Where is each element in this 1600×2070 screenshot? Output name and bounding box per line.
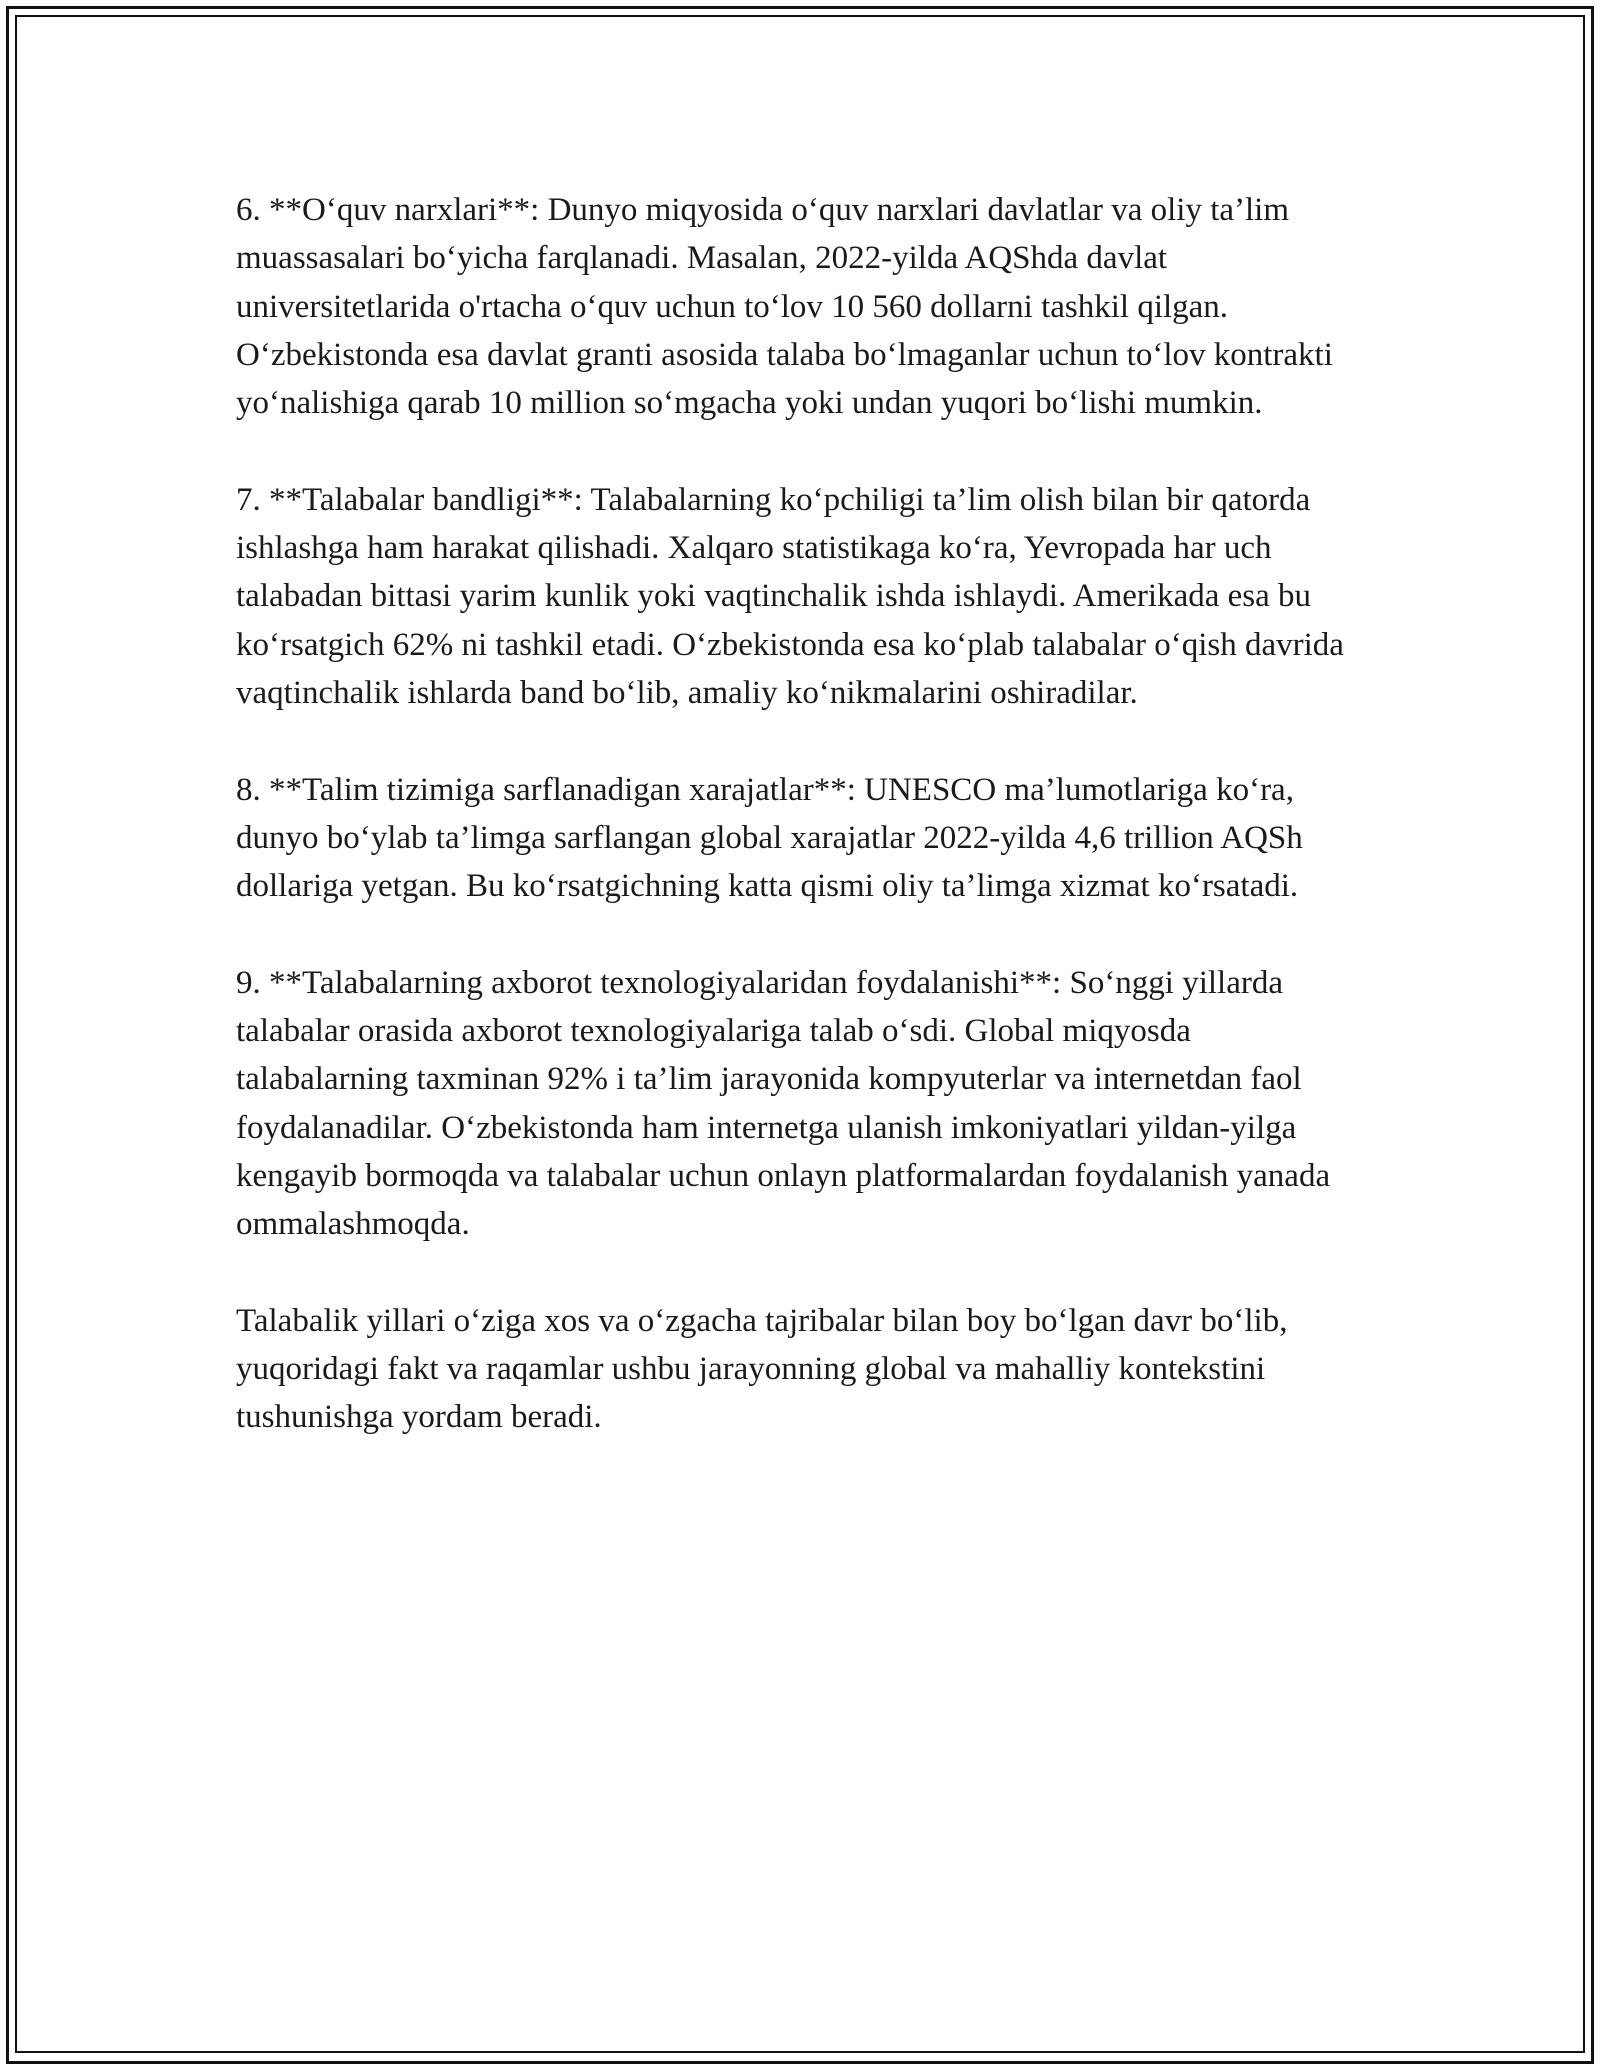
document-body bbox=[236, 186, 1366, 1490]
paragraph-education-spending: 8. **Talim tizimiga sarflanadigan xarajatlar**: UNESCO ma’lumotlariga ko‘ra, dunyo bo‘ylab ta’limga sarflangan global xarajatlar 2022-yilda 4,6 trillion AQSh dollariga yetgan. Bu ko‘rsatgichning katta qismi oliy ta’limga xizmat ko‘rsatadi. bbox=[236, 771, 1303, 905]
paragraph-conclusion: Talabalik yillari o‘ziga xos va o‘zgacha tajribalar bilan boy bo‘lgan davr bo‘lib, yuqoridagi fakt va raqamlar ushbu jarayonning global va mahalliy kontekstini tushunishga yordam beradi. bbox=[236, 1302, 1288, 1436]
paragraph-it-usage: 9. **Talabalarning axborot texnologiyalaridan foydalanishi**: So‘nggi yillarda talabalar orasida axborot texnologiyalariga talab o‘sdi. Global miqyosda talabalarning taxminan 92% i ta’lim jarayonida kompyuterlar va internetdan faol foydalanadilar. O‘zbekistonda ham internetga ulanish imkoniyatlari yildan-yilga kengayib bormoqda va talabalar uchun onlayn platformalardan foydalanish yanada ommalashmoqda. bbox=[236, 964, 1331, 1243]
paragraph-student-employment: 7. **Talabalar bandligi**: Talabalarning ko‘pchiligi ta’lim olish bilan bir qatorda ishlashga ham harakat qilishadi. Xalqaro statistikaga ko‘ra, Yevropada har uch talabadan bittasi yarim kunlik yoki vaqtinchalik ishda ishlaydi. Amerikada esa bu ko‘rsatgich 62% ni tashkil etadi. O‘zbekistonda esa ko‘plab talabalar o‘qish davrida vaqtinchalik ishlarda band bo‘lib, amaliy ko‘nikmalarini oshiradilar. bbox=[236, 481, 1344, 711]
paragraph-tuition-fees: 6. **O‘quv narxlari**: Dunyo miqyosida o‘quv narxlari davlatlar va oliy ta’lim muassasalari bo‘yicha farqlanadi. Masalan, 2022-yilda AQShda davlat universitetlarida o'rtacha o‘quv uchun to‘lov 10 560 dollarni tashkil qilgan. O‘zbekistonda esa davlat granti asosida talaba bo‘lmaganlar uchun to‘lov kontrakti yo‘nalishiga qarab 10 million so‘mgacha yoki undan yuqori bo‘lishi mumkin. bbox=[236, 192, 1333, 422]
